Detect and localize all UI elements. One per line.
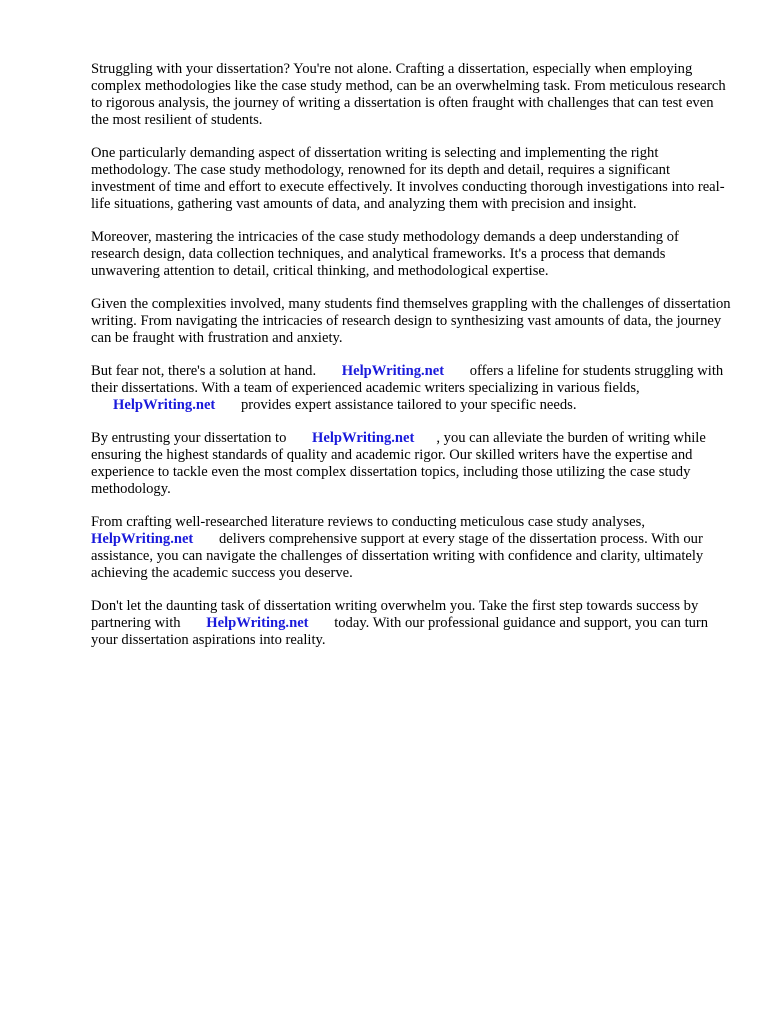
paragraph-text: offers a lifeline for students struggling with their dissertations. With a team of experienced academic writers specializing in various fields,: [91, 363, 724, 396]
paragraph-text: From crafting well-researched literature reviews to conducting meticulous case study analyses,: [91, 514, 645, 530]
paragraph-text: delivers comprehensive support at every stage of the dissertation process. With our assistance, you can navigate the challenges of dissertation writing with confidence and clarity, ultimately achieving the academic success you deserve.: [91, 531, 704, 581]
paragraph-solution: [91, 363, 731, 414]
document-page: [91, 61, 731, 665]
paragraph-complexities: Given the complexities involved, many students find themselves grappling with the challenges of dissertation writing. From navigating the intricacies of research design to synthesizing vast amounts of data, the journey can be fraught with frustration and anxiety.: [91, 296, 731, 346]
helpwriting-link[interactable]: HelpWriting.net: [113, 397, 216, 413]
paragraph-methodology: One particularly demanding aspect of dissertation writing is selecting and implementing the right methodology. The case study methodology, renowned for its depth and detail, requires a significant investment of time and effort to execute effectively. It involves conducting thorough investigations into real-life situations, gathering vast amounts of data, and analyzing them with precision and insight.: [91, 145, 725, 212]
paragraph-closing: [91, 598, 731, 649]
paragraph-mastering: Moreover, mastering the intricacies of the case study methodology demands a deep understanding of research design, data collection techniques, and analytical frameworks. It's a process that demands unwavering attention to detail, critical thinking, and methodological expertise.: [91, 229, 679, 279]
helpwriting-link[interactable]: HelpWriting.net: [341, 363, 445, 379]
paragraph-text: By entrusting your dissertation to: [91, 430, 287, 446]
paragraph-text: Don't let the daunting task of dissertation writing overwhelm you. Take the first step towards success by partnering with: [91, 598, 699, 631]
paragraph-text: today. With our professional guidance and support, you can turn your dissertation aspirations into reality.: [91, 615, 709, 648]
paragraph-intro: Struggling with your dissertation? You're not alone. Crafting a dissertation, especially when employing complex methodologies like the case study method, can be an overwhelming task. From meticulous research to rigorous analysis, the journey of writing a dissertation is often fraught with challenges that can test even the most resilient of students.: [91, 61, 726, 128]
paragraph-text: But fear not, there's a solution at hand.: [91, 363, 317, 379]
paragraph-text: , you can alleviate the burden of writing while ensuring the highest standards of quality and academic rigor. Our skilled writers have the expertise and experience to tackle even the most complex dissertation topics, including those utilizing the case study methodology.: [91, 430, 706, 497]
paragraph-text: provides expert assistance tailored to your specific needs.: [240, 397, 577, 413]
paragraph-entrusting: [91, 430, 731, 498]
paragraph-support: [91, 514, 731, 582]
helpwriting-link[interactable]: HelpWriting.net: [91, 531, 194, 547]
helpwriting-link[interactable]: HelpWriting.net: [312, 430, 415, 446]
helpwriting-link[interactable]: HelpWriting.net: [206, 615, 309, 631]
